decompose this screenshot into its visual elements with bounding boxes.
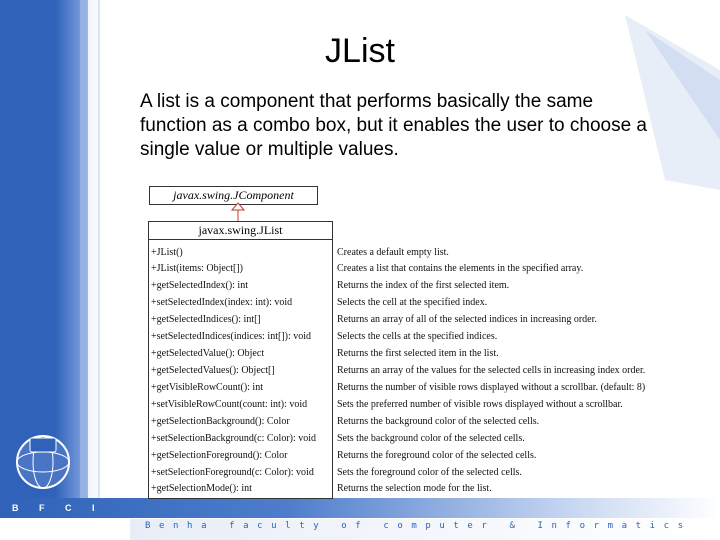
method-description: Selects the cells at the specified indices. [337, 331, 498, 342]
method-signature: +setSelectionForeground(c: Color): void [151, 467, 314, 478]
method-description: Returns the selection mode for the list. [337, 483, 492, 494]
method-description: Creates a default empty list. [337, 247, 449, 258]
method-signature: +setSelectionBackground(c: Color): void [151, 433, 317, 444]
method-signature: +setSelectedIndices(indices: int[]): void [151, 331, 312, 342]
method-signature: +setVisibleRowCount(count: int): void [151, 399, 308, 410]
left-decorative-bar [0, 0, 100, 500]
method-description: Returns the background color of the selected cells. [337, 416, 540, 427]
method-description: Returns the index of the first selected item. [337, 280, 510, 291]
method-description: Returns the first selected item in the list. [337, 348, 499, 359]
footer-text: Benha faculty of computer & Informatics [145, 521, 692, 531]
method-description: Creates a list that contains the elements in the specified array. [337, 263, 584, 274]
method-description: Returns the number of visible rows displayed without a scrollbar. (default: 8) [337, 382, 646, 393]
method-description: Selects the cell at the specified index. [337, 297, 488, 308]
method-signature: +setSelectedIndex(index: int): void [151, 297, 293, 308]
method-signature: +getSelectionBackground(): Color [151, 416, 290, 427]
method-signature: +getSelectedIndex(): int [151, 280, 248, 291]
method-signature: +getSelectedValues(): Object[] [151, 365, 275, 376]
method-description: Sets the foreground color of the selected cells. [337, 467, 522, 478]
method-description: Sets the background color of the selected cells. [337, 433, 525, 444]
left-stripe-white [88, 0, 98, 500]
method-description: Sets the preferred number of visible rows displayed without a scrollbar. [337, 399, 623, 410]
method-signature: +JList() [151, 247, 183, 258]
method-signature: +JList(items: Object[]) [151, 263, 244, 274]
method-signature: +getSelectedValue(): Object [151, 348, 265, 359]
method-description: Returns an array of the values for the selected cells in increasing index order. [337, 365, 646, 376]
faculty-logo-icon [8, 432, 78, 492]
uml-class-name: javax.swing.JList [149, 222, 332, 240]
slide-title: JList [325, 32, 395, 70]
method-signature: +getSelectionMode(): int [151, 483, 252, 494]
method-description: Returns an array of all of the selected indices in increasing order. [337, 314, 597, 325]
slide-paragraph: A list is a component that performs basically the same function as a combo box, but it enables the user to choose a single value or multiple values. [140, 91, 647, 160]
method-signature: +getVisibleRowCount(): int [151, 382, 263, 393]
uml-parent-class: javax.swing.JComponent [149, 186, 318, 205]
left-stripe [80, 0, 85, 500]
bottom-band [0, 498, 720, 518]
method-signature: +getSelectedIndices(): int[] [151, 314, 261, 325]
method-description: Returns the foreground color of the selected cells. [337, 450, 537, 461]
method-signature: +getSelectionForeground(): Color [151, 450, 288, 461]
footer-badge: B F C I [12, 503, 104, 513]
